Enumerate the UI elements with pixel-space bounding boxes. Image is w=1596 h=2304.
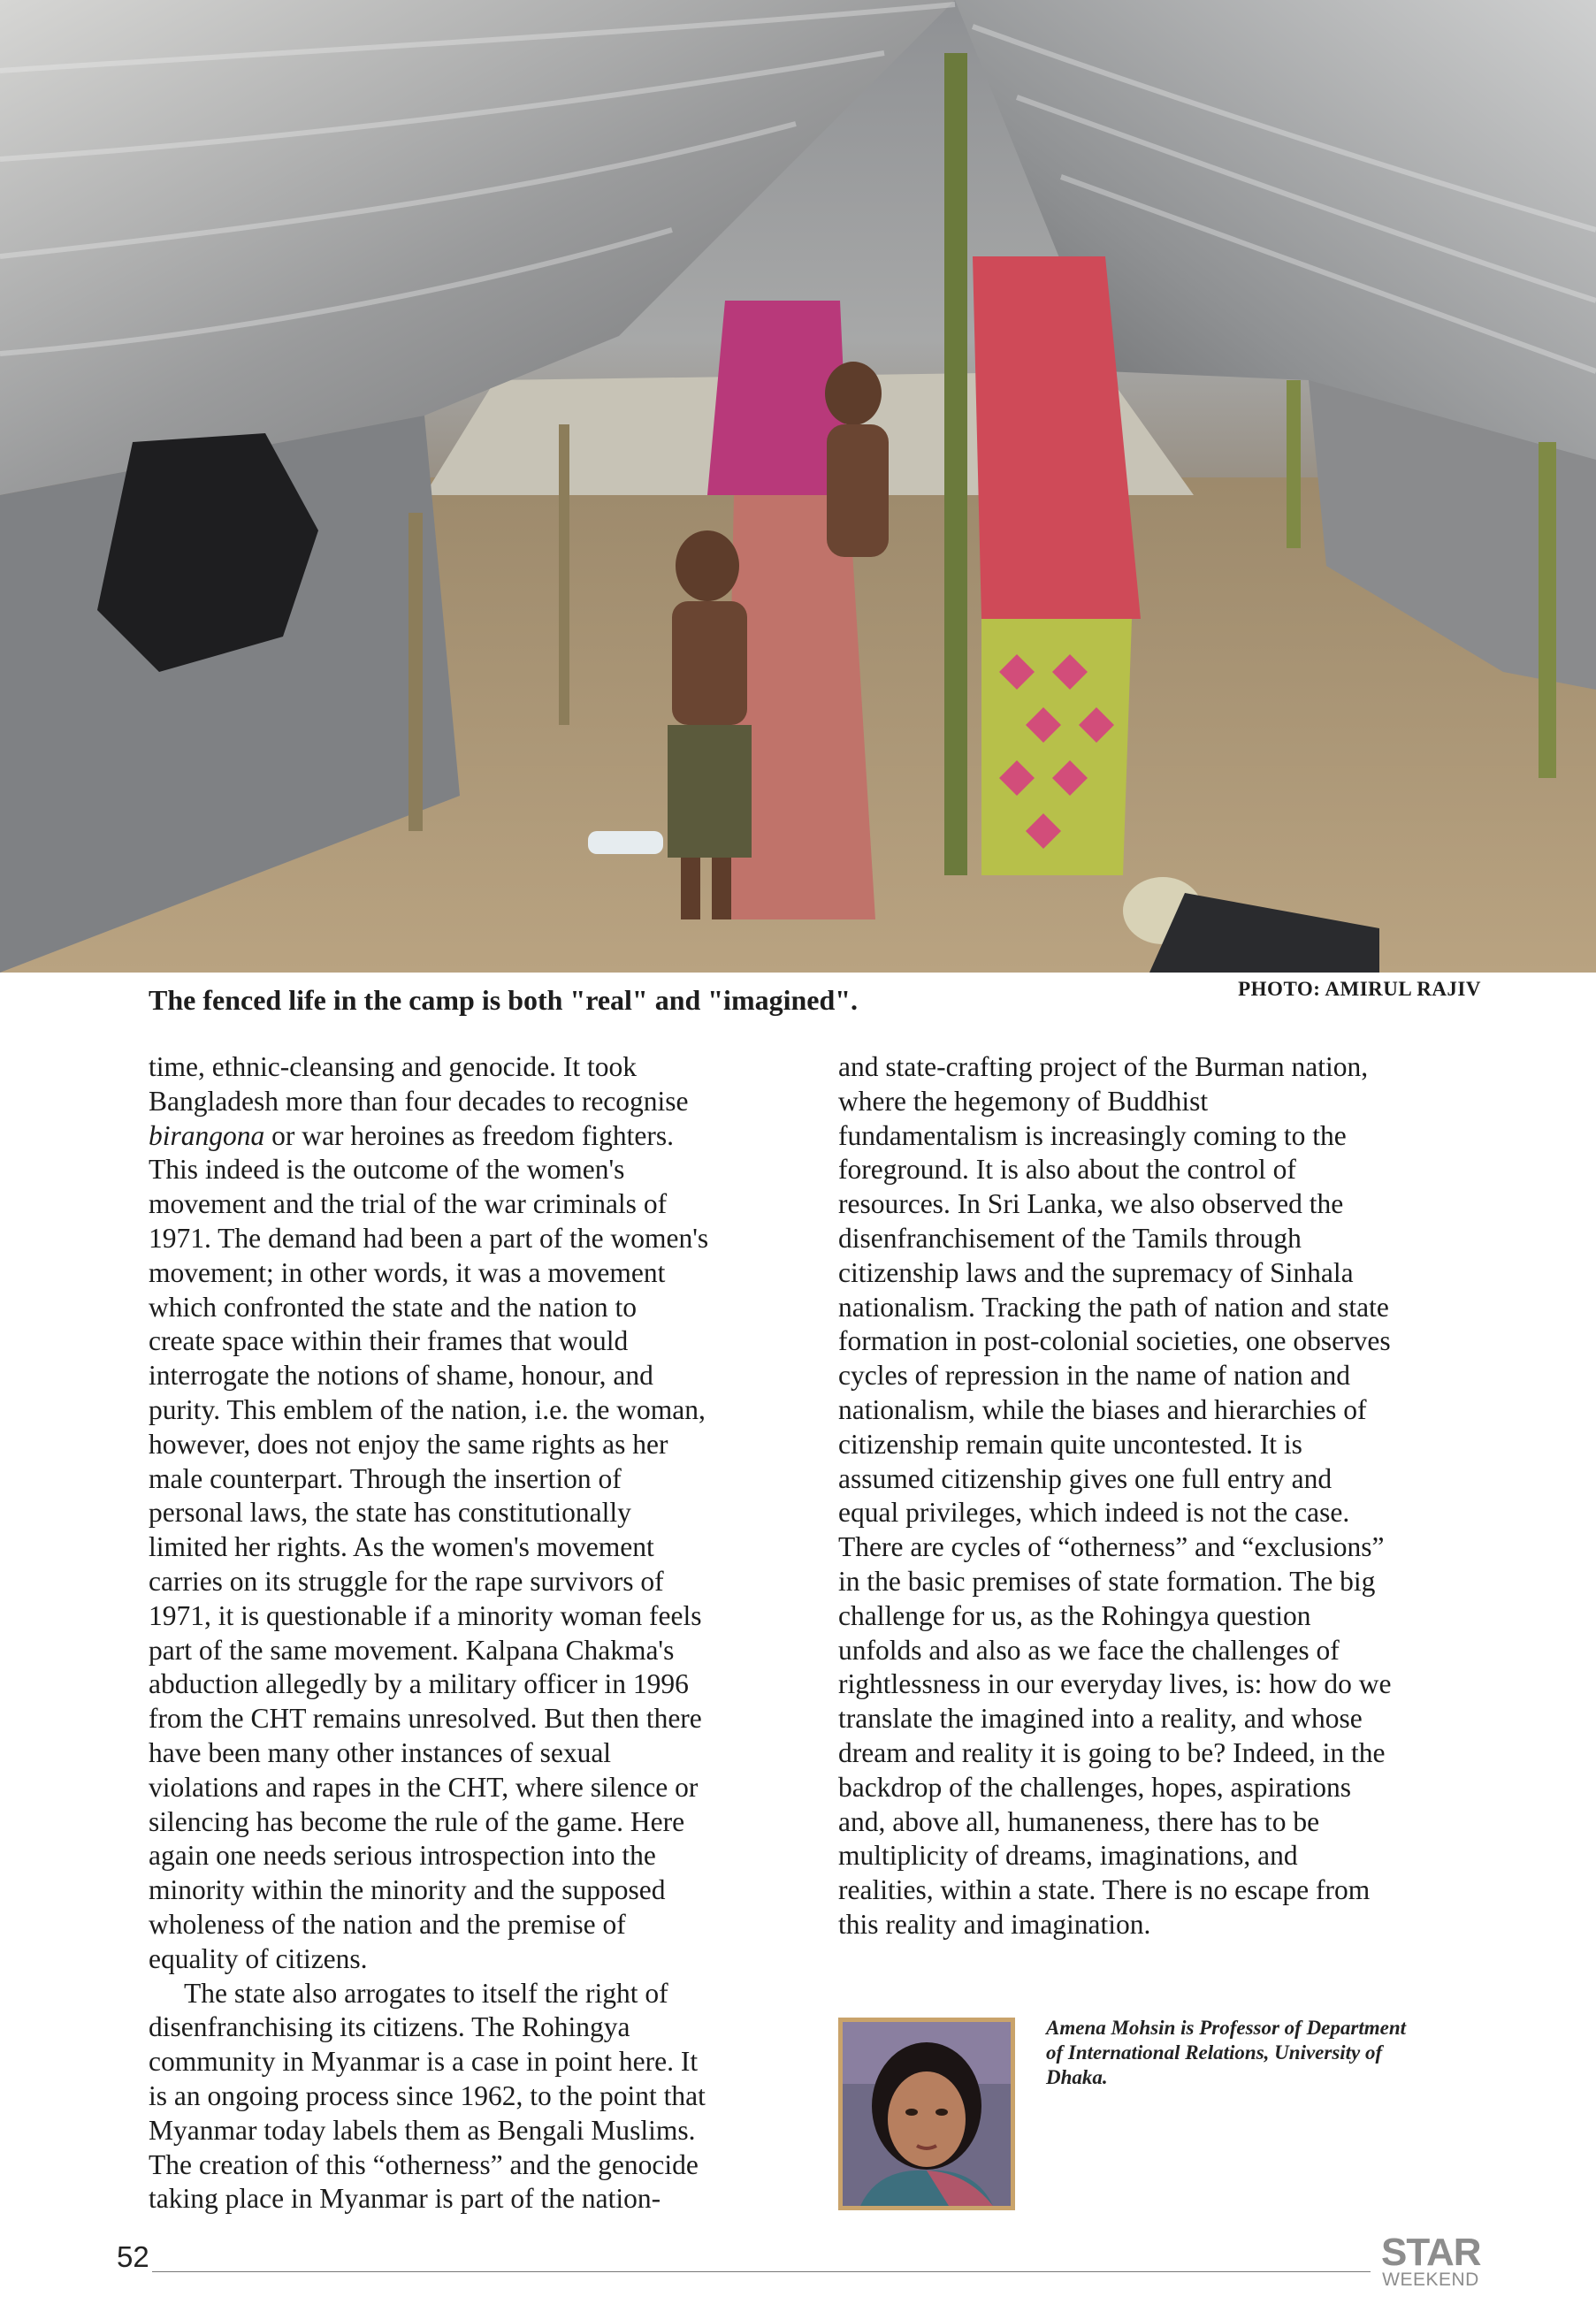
text-line: male counterpart. Through the insertion of — [149, 1462, 622, 1494]
author-bio — [1046, 2016, 1488, 2090]
text-line: foreground. It is also about the control of — [838, 1154, 1296, 1186]
text-line: There are cycles of “otherness” and “exclusions” — [838, 1531, 1385, 1563]
text-line: multiplicity of dreams, imaginations, and — [838, 1840, 1298, 1872]
italic-term: birangona — [149, 1119, 265, 1151]
text-line: abduction allegedly by a military officer in 1996 — [149, 1668, 689, 1700]
text-line: Bangladesh more than four decades to recognise — [149, 1085, 689, 1117]
bio-line: Dhaka. — [1046, 2066, 1108, 2088]
text-line: purity. This emblem of the nation, i.e. the woman, — [149, 1393, 706, 1425]
article-paragraph — [838, 1050, 1493, 1942]
text-line: interrogate the notions of shame, honour, and — [149, 1360, 653, 1392]
article-paragraph — [149, 1977, 803, 2217]
text-line: fundamentalism is increasingly coming to the — [838, 1119, 1347, 1151]
text-line: carries on its struggle for the rape survivors of — [149, 1565, 664, 1597]
text-line: disenfranchising its citizens. The Rohingya — [149, 2011, 630, 2043]
text-line: wholeness of the nation and the premise of — [149, 1908, 626, 1940]
text-line: silencing has become the rule of the game. Here — [149, 1805, 685, 1837]
text-line: citizenship laws and the supremacy of Sinhala — [838, 1256, 1354, 1288]
text-line: rightlessness in our everyday lives, is: how do we — [838, 1668, 1392, 1700]
text-line: nationalism, while the biases and hierarchies of — [838, 1393, 1367, 1425]
page-number: 52 — [117, 2240, 149, 2273]
article-paragraph — [149, 1050, 803, 1977]
text-line: minority within the minority and the supposed — [149, 1874, 666, 1906]
text-line: nationalism. Tracking the path of nation and state — [838, 1291, 1389, 1323]
text-line: cycles of repression in the name of nation and — [838, 1360, 1351, 1392]
text-line: community in Myanmar is a case in point here. It — [149, 2046, 699, 2078]
text-line: which confronted the state and the nation to — [149, 1291, 637, 1323]
text-line: formation in post-colonial societies, one observes — [838, 1325, 1391, 1357]
text-line: resources. In Sri Lanka, we also observed the — [838, 1188, 1344, 1220]
article-photo — [0, 0, 1596, 973]
article-column-left — [149, 1050, 803, 2216]
text-line: this reality and imagination. — [838, 1908, 1151, 1940]
logo-star-text: STAR — [1381, 2231, 1481, 2274]
bio-line: of International Relations, University of — [1046, 2041, 1383, 2064]
text-line: 1971. The demand had been a part of the women's — [149, 1222, 709, 1254]
text-line: backdrop of the challenges, hopes, aspirations — [838, 1771, 1351, 1803]
text-line: equality of citizens. — [149, 1942, 368, 1974]
text-line: have been many other instances of sexual — [149, 1736, 612, 1768]
text-line: The state also arrogates to itself the right of — [184, 1977, 668, 2009]
text-line: movement; in other words, it was a movement — [149, 1256, 666, 1288]
text-line: time, ethnic-cleansing and genocide. It took — [149, 1051, 637, 1082]
text-line: The creation of this “otherness” and the genocide — [149, 2148, 699, 2180]
text-line: in the basic premises of state formation. The big — [838, 1565, 1376, 1597]
text-line: unfolds and also as we face the challenges of — [838, 1634, 1340, 1666]
text-line: however, does not enjoy the same rights as her — [149, 1428, 668, 1460]
text-line: is an ongoing process since 1962, to the point that — [149, 2079, 706, 2111]
text-line: where the hegemony of Buddhist — [838, 1085, 1209, 1117]
text-line: again one needs serious introspection into the — [149, 1840, 656, 1872]
text-line: movement and the trial of the war criminals of — [149, 1188, 668, 1220]
author-portrait — [838, 2018, 1015, 2210]
text-line: part of the same movement. Kalpana Chakma's — [149, 1634, 675, 1666]
text-line: 1971, it is questionable if a minority woman feels — [149, 1599, 702, 1631]
magazine-logo — [1381, 2231, 1481, 2290]
text-line: challenge for us, as the Rohingya question — [838, 1599, 1311, 1631]
text-line: and, above all, humaneness, there has to be — [838, 1805, 1320, 1837]
bio-line: Amena Mohsin is Professor of Department — [1046, 2017, 1407, 2039]
photo-caption: The fenced life in the camp is both "real" and "imagined". — [149, 984, 859, 1016]
text-line: limited her rights. As the women's movement — [149, 1531, 654, 1563]
text-line: disenfranchisement of the Tamils through — [838, 1222, 1302, 1254]
text-line: from the CHT remains unresolved. But then there — [149, 1703, 702, 1735]
camp-tent-illustration — [0, 0, 1596, 973]
text-line: realities, within a state. There is no escape from — [838, 1874, 1371, 1906]
text-line: violations and rapes in the CHT, where silence or — [149, 1771, 699, 1803]
logo-weekend-text: WEEKEND — [1382, 2270, 1479, 2290]
author-portrait-illustration — [843, 2022, 1011, 2206]
text-line: and state-crafting project of the Burman nation, — [838, 1051, 1369, 1082]
text-line: Myanmar today labels them as Bengali Muslims. — [149, 2114, 696, 2146]
text-line: personal laws, the state has constitutionally — [149, 1497, 631, 1529]
footer-divider — [152, 2271, 1371, 2272]
text-line: dream and reality it is going to be? Indeed, in the — [838, 1736, 1386, 1768]
text-line: create space within their frames that would — [149, 1325, 629, 1357]
text-line: citizenship remain quite uncontested. It is — [838, 1428, 1302, 1460]
text-line: equal privileges, which indeed is not the case. — [838, 1497, 1350, 1529]
text-line: assumed citizenship gives one full entry and — [838, 1462, 1333, 1494]
text-line: This indeed is the outcome of the women's — [149, 1154, 625, 1186]
text-line — [149, 1119, 803, 1154]
text-line: taking place in Myanmar is part of the nation- — [149, 2183, 661, 2215]
photo-credit: PHOTO: AMIRUL RAJIV — [1238, 978, 1481, 1000]
text-line: translate the imagined into a reality, and whose — [838, 1703, 1363, 1735]
article-column-right — [838, 1050, 1493, 1942]
text-fragment: or war heroines as freedom fighters. — [264, 1119, 674, 1151]
